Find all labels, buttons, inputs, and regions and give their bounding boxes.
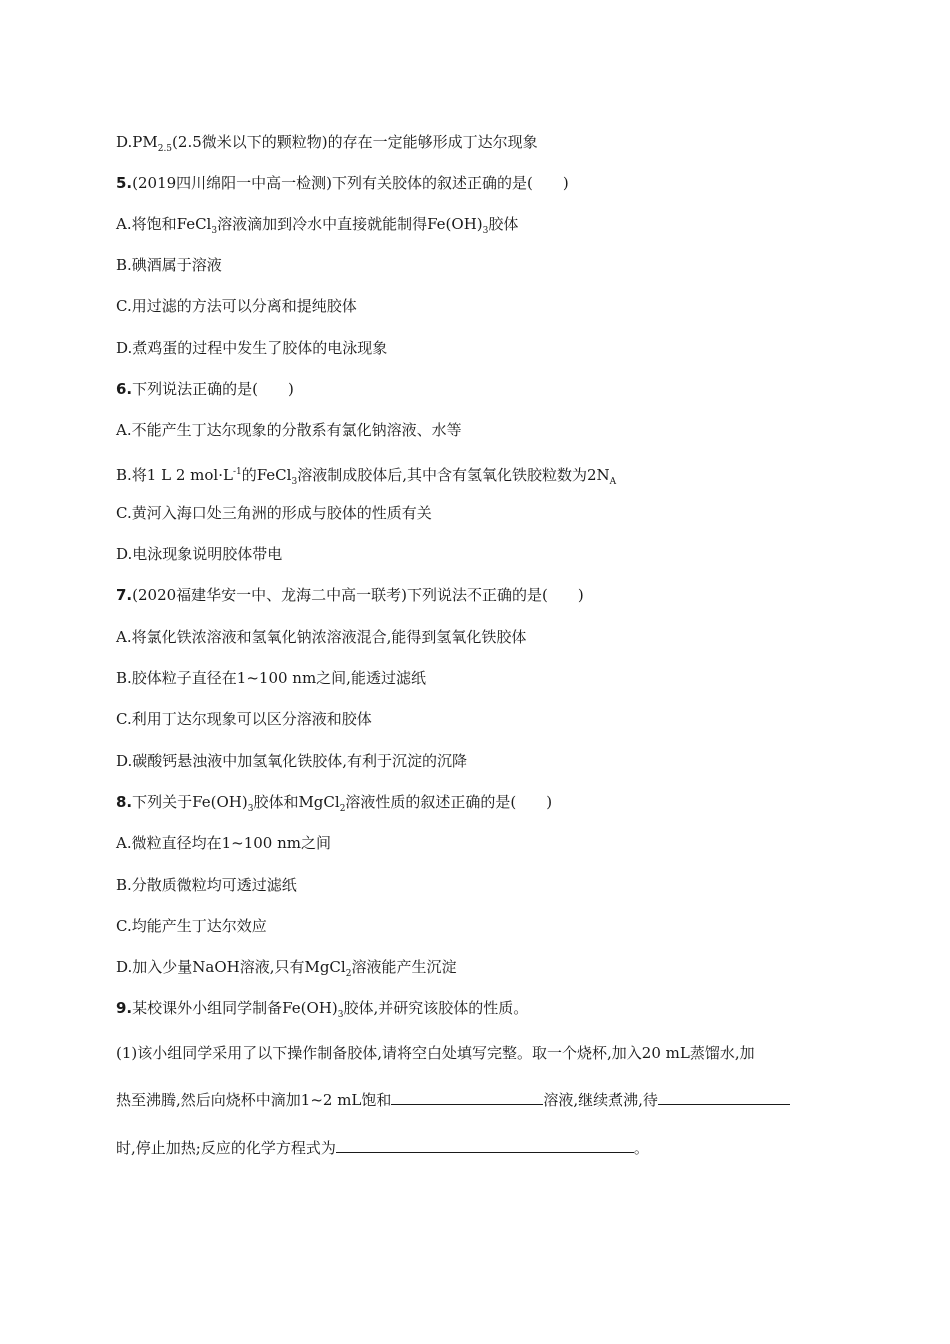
q9-part1-line3: 时,停止加热;反应的化学方程式为 。 bbox=[116, 1139, 649, 1157]
q9-part1-line1: (1)该小组同学采用了以下操作制备胶体,请将空白处填写完整。取一个烧杯,加入20 mL蒸馏水,加 bbox=[116, 1044, 755, 1062]
q5-stem: 5.(2019四川绵阳一中高一检测)下列有关胶体的叙述正确的是( ) bbox=[116, 174, 569, 192]
q6-stem: 6.下列说法正确的是( ) bbox=[116, 380, 294, 398]
answer-blank-equation[interactable] bbox=[336, 1138, 634, 1153]
q5-option-d: D.煮鸡蛋的过程中发生了胶体的电泳现象 bbox=[116, 339, 388, 357]
q7-option-b: B.胶体粒子直径在1~100 nm之间,能透过滤纸 bbox=[116, 669, 426, 687]
q8-option-b: B.分散质微粒均可透过滤纸 bbox=[116, 876, 297, 894]
question-number: 8. bbox=[116, 793, 133, 811]
q6-option-b: B.将1 L 2 $mol\cdot L^{-1}$的FeCl$_3$溶液制成胶体后,其中含有氢氧化铁胶粒数为$2N_A$ bbox=[116, 466, 617, 487]
q8-option-a: A.微粒直径均在1~100 nm之间 bbox=[116, 834, 331, 852]
q7-option-d: D.碳酸钙悬浊液中加氢氧化铁胶体,有利于沉淀的沉降 bbox=[116, 752, 468, 770]
q4-option-d: $D.PM_{2.5}(2.5$微米以下的颗粒物)的存在一定能够形成丁达尔现象 bbox=[116, 133, 538, 154]
question-number: 5. bbox=[116, 174, 133, 192]
question-number: 9. bbox=[116, 999, 133, 1017]
q8-option-d: D.加入少量NaOH溶液,只有MgCl$_2$溶液能产生沉淀 bbox=[116, 958, 457, 979]
q7-option-a: A.将氯化铁浓溶液和氢氧化钠浓溶液混合,能得到氢氧化铁胶体 bbox=[116, 628, 527, 646]
q8-stem: 8.下列关于$Fe(OH)_3$胶体和MgCl$_2$溶液性质的叙述正确的是( ) bbox=[116, 793, 553, 814]
q5-option-c: C.用过滤的方法可以分离和提纯胶体 bbox=[116, 297, 357, 315]
q9-part1-line2: 热至沸腾,然后向烧杯中滴加1~2 mL饱和 溶液,继续煮沸,待 bbox=[116, 1090, 790, 1110]
q6-option-c: C.黄河入海口处三角洲的形成与胶体的性质有关 bbox=[116, 504, 432, 522]
answer-blank-condition[interactable] bbox=[658, 1090, 790, 1105]
q6-option-d: D.电泳现象说明胶体带电 bbox=[116, 545, 283, 563]
q9-stem: 9.某校课外小组同学制备$Fe(OH)_3$胶体,并研究该胶体的性质。 bbox=[116, 999, 529, 1020]
q6-option-a: A.不能产生丁达尔现象的分散系有氯化钠溶液、水等 bbox=[116, 421, 462, 439]
q7-option-c: C.利用丁达尔现象可以区分溶液和胶体 bbox=[116, 710, 372, 728]
answer-blank-reagent[interactable] bbox=[391, 1090, 543, 1105]
q8-option-c: C.均能产生丁达尔效应 bbox=[116, 917, 267, 935]
question-number: 6. bbox=[116, 380, 133, 398]
question-number: 7. bbox=[116, 586, 133, 604]
q5-option-b: B.碘酒属于溶液 bbox=[116, 256, 222, 274]
q5-option-a: A.将饱和FeCl$_3$溶液滴加到冷水中直接就能制得$Fe(OH)_3$胶体 bbox=[116, 215, 519, 236]
q7-stem: 7.(2020福建华安一中、龙海二中高一联考)下列说法不正确的是( ) bbox=[116, 586, 584, 604]
